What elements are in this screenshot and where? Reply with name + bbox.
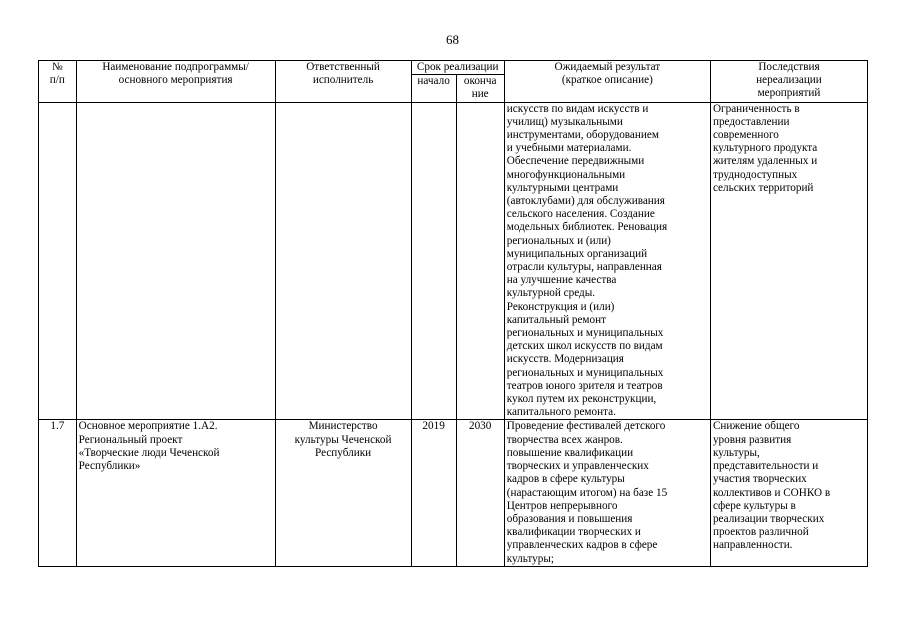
row-start xyxy=(411,102,456,420)
text-line: Обеспечение передвижными xyxy=(506,155,645,168)
row-num xyxy=(39,102,77,420)
text-line: капитального ремонта. xyxy=(506,406,616,419)
text-line: искусств по видам искусств и xyxy=(506,102,649,115)
text-line: коллективов и СОНКО в xyxy=(712,486,831,499)
row-responsible xyxy=(275,102,411,420)
text-line: реализации творческих xyxy=(712,512,825,525)
text-line: проектов различной xyxy=(712,526,809,539)
row-responsible xyxy=(275,420,411,566)
header-responsible: Ответственный исполнитель xyxy=(275,61,411,103)
header-name: Наименование подпрограммы/ основного мероприятия xyxy=(76,61,275,103)
row-end xyxy=(456,102,504,420)
activities-table xyxy=(38,60,868,567)
row-name xyxy=(76,102,275,420)
text-line: участия творческих xyxy=(712,473,807,486)
text-line: Региональный проект xyxy=(78,433,183,446)
text-line: региональных и муниципальных xyxy=(506,327,664,340)
text-line: модельных библиотек. Реновация xyxy=(506,221,668,234)
page-number: 68 xyxy=(446,32,459,47)
text-line: Ограниченность в xyxy=(712,102,800,115)
text-line: культурными центрами xyxy=(506,181,619,194)
table-row xyxy=(39,420,868,566)
text-line: искусств. Модернизация xyxy=(506,353,624,366)
header-result: Ожидаемый результат (краткое описание) xyxy=(504,61,710,103)
text-line: представительности и xyxy=(712,460,819,473)
text-line: культурной среды. xyxy=(506,287,596,300)
text-line: квалификации творческих и xyxy=(506,526,641,539)
row-result xyxy=(504,420,710,566)
text-line: Снижение общего xyxy=(712,420,800,433)
text-line: Центров непрерывного xyxy=(506,499,618,512)
text-line: творческих и управленческих xyxy=(506,460,649,473)
row-end: 2030 xyxy=(456,420,504,566)
text-line: Реконструкция и (или) xyxy=(506,300,615,313)
text-line: Республики xyxy=(315,446,372,459)
text-line: кадров в сфере культуры xyxy=(506,473,625,486)
text-line: Министерство xyxy=(308,420,378,433)
row-start: 2019 xyxy=(411,420,456,566)
text-line: региональных и муниципальных xyxy=(506,366,664,379)
text-line: сельских территорий xyxy=(712,181,814,194)
text-line: многофункциональными xyxy=(506,168,626,181)
text-line: труднодоступных xyxy=(712,168,798,181)
text-line: театров юного зрителя и театров xyxy=(506,379,663,392)
text-line: детских школ искусств по видам xyxy=(506,340,663,353)
text-line: капитальный ремонт xyxy=(506,313,606,326)
text-line: Проведение фестивалей детского xyxy=(506,420,666,433)
text-line: предоставлении xyxy=(712,115,790,128)
text-line: региональных и (или) xyxy=(506,234,611,247)
text-line: повышение квалификации xyxy=(506,446,634,459)
text-line: культуры Чеченской xyxy=(294,433,392,446)
text-line: и учебными материалами. xyxy=(506,142,632,155)
row-consequences xyxy=(710,420,867,566)
text-line: творчества всех жанров. xyxy=(506,433,623,446)
text-line: культуры; xyxy=(506,552,554,565)
text-line: отрасли культуры, направленная xyxy=(506,261,662,274)
row-consequences xyxy=(710,102,867,420)
text-line: училищ) музыкальными xyxy=(506,115,623,128)
text-line: Республики» xyxy=(78,460,141,473)
text-line: «Творческие люди Чеченской xyxy=(78,446,220,459)
text-line: управленческих кадров в сфере xyxy=(506,539,658,552)
text-line: образования и повышения xyxy=(506,512,633,525)
row-result xyxy=(504,102,710,420)
text-line: сельского населения. Создание xyxy=(506,208,655,221)
header-start: начало xyxy=(411,75,456,102)
table-header xyxy=(39,61,868,103)
text-line: на улучшение качества xyxy=(506,274,617,287)
text-line: инструментами, оборудованием xyxy=(506,129,659,142)
header-term: Срок реализации xyxy=(411,61,504,75)
text-line: уровня развития xyxy=(712,433,792,446)
text-line: (нарастающим итогом) на базе 15 xyxy=(506,486,668,499)
row-num: 1.7 xyxy=(39,420,77,566)
header-end: оконча ние xyxy=(456,75,504,102)
text-line: культурного продукта xyxy=(712,142,818,155)
text-line: культуры, xyxy=(712,446,760,459)
header-num: № п/п xyxy=(39,61,77,103)
text-line: Основное мероприятие 1.А2. xyxy=(78,420,218,433)
text-line: жителям удаленных и xyxy=(712,155,818,168)
header-consequences: Последствия нереализации мероприятий xyxy=(710,61,867,103)
text-line: сфере культуры в xyxy=(712,499,796,512)
table-row xyxy=(39,102,868,420)
row-name xyxy=(76,420,275,566)
text-line: кукол путем их реконструкции, xyxy=(506,393,657,406)
text-line: современного xyxy=(712,129,779,142)
text-line: муниципальных организаций xyxy=(506,247,648,260)
text-line: (автоклубами) для обслуживания xyxy=(506,195,665,208)
text-line: направленности. xyxy=(712,539,793,552)
